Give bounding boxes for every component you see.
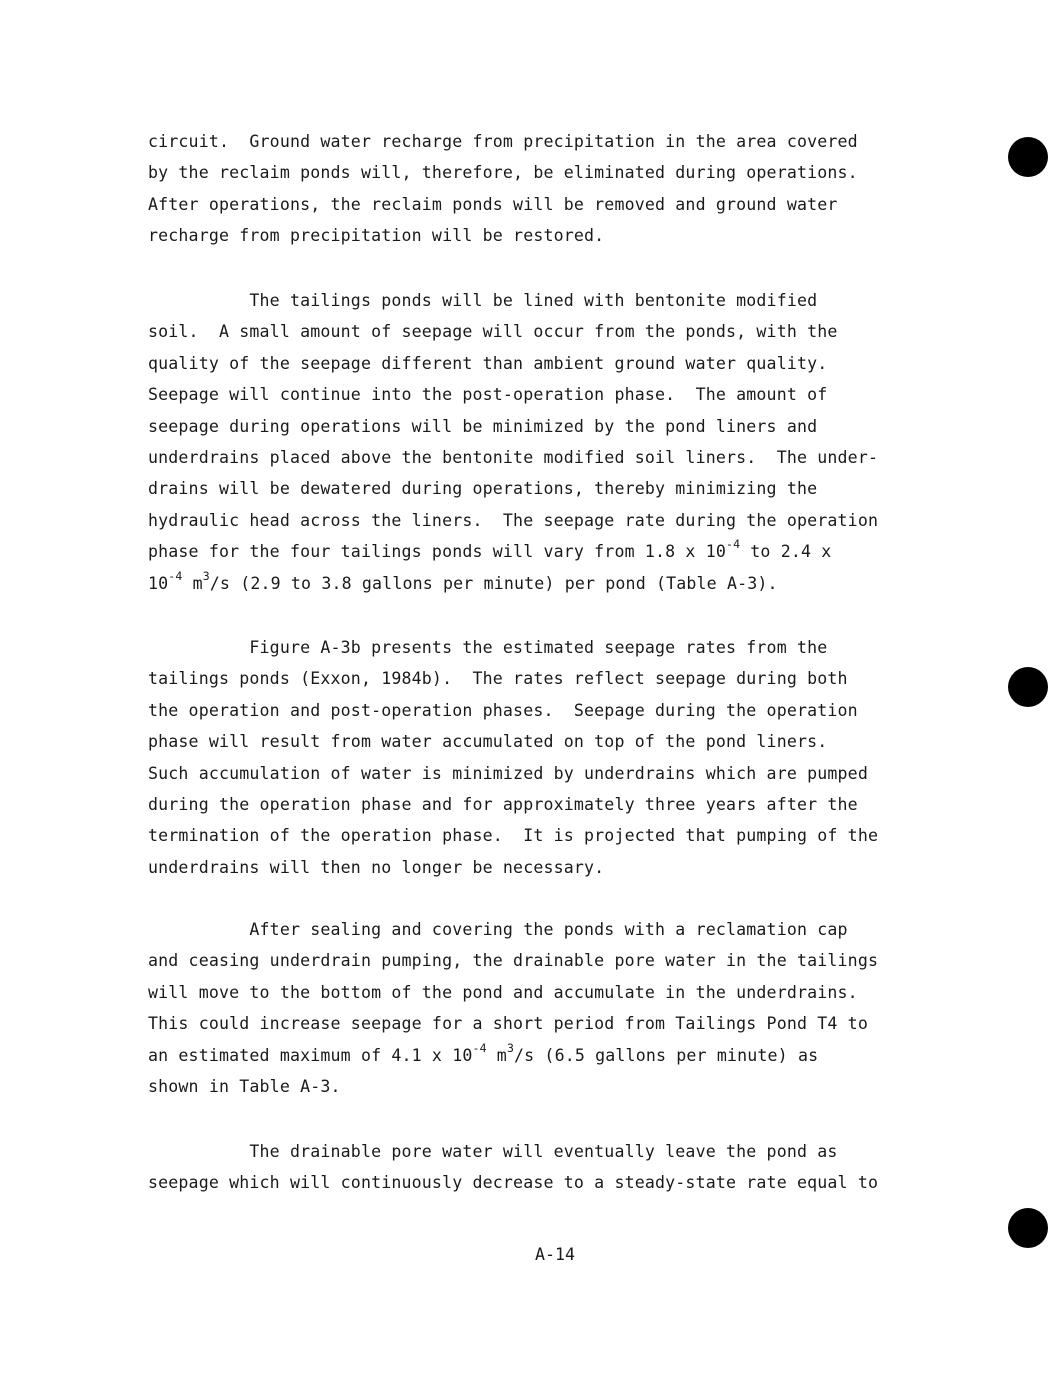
text-line: The tailings ponds will be lined with bentonite modified (148, 291, 818, 310)
text-line: the operation and post-operation phases. Seepage during the operation (148, 700, 858, 720)
text-line: underdrains will then no longer be necessary. (148, 857, 605, 877)
superscript-exponent: -4 (726, 537, 741, 552)
superscript-exponent: 3 (202, 568, 210, 583)
superscript-exponent: -4 (168, 568, 183, 583)
punch-hole-top (1008, 137, 1048, 177)
text-line: seepage during operations will be minimized by the pond liners and (148, 416, 818, 436)
text-line: during the operation phase and for approximately three years after the (148, 794, 858, 814)
text-line: soil. A small amount of seepage will occur from the ponds, with the (148, 322, 838, 342)
text-line: and ceasing underdrain pumping, the drainable pore water in the tailings (148, 951, 879, 971)
text-line: Seepage will continue into the post-operation phase. The amount of (148, 385, 828, 405)
text-line: phase will result from water accumulated on top of the pond liners. (148, 732, 828, 752)
punch-hole-bottom (1008, 1208, 1048, 1248)
text-line: recharge from precipitation will be restored. (148, 226, 605, 246)
paragraph-1 (148, 126, 928, 252)
text-line: drains will be dewatered during operations, thereby minimizing the (148, 479, 818, 499)
text-line: quality of the seepage different than ambient ground water quality. (148, 353, 828, 373)
paragraph-3 (148, 632, 928, 883)
text-line: by the reclaim ponds will, therefore, be eliminated during operations. (148, 163, 858, 183)
text-line: hydraulic head across the liners. The seepage rate during the operation (148, 510, 879, 530)
text-line: This could increase seepage for a short period from Tailings Pond T4 to (148, 1014, 868, 1034)
superscript-exponent: -4 (472, 1040, 487, 1055)
text-line: Such accumulation of water is minimized by underdrains which are pumped (148, 763, 868, 783)
text-line: termination of the operation phase. It is projected that pumping of the (148, 826, 879, 846)
text-line: tailings ponds (Exxon, 1984b). The rates reflect seepage during both (148, 669, 848, 689)
text-line: will move to the bottom of the pond and accumulate in the underdrains. (148, 982, 858, 1002)
text-line: phase for the four tailings ponds will vary from 1.8 x $10^{-4}$ to 2.4 x (148, 537, 832, 562)
punch-hole-middle (1008, 667, 1048, 707)
text-line: $10^{-4}$ $m^3/s$ (2.9 to 3.8 gallons per minute) per pond (Table A-3). (148, 568, 778, 593)
paragraph-5 (148, 1136, 928, 1199)
text-line: underdrains placed above the bentonite modified soil liners. The under- (148, 447, 879, 467)
text-line: seepage which will continuously decrease to a steady-state rate equal to (148, 1173, 879, 1193)
superscript-exponent: 3 (506, 1040, 515, 1055)
text-line: an estimated maximum of 4.1 x $10^{-4}$ $m^3/s$ (6.5 gallons per minute) as (148, 1040, 819, 1065)
page-number: A-14 (535, 1245, 575, 1264)
text-line: Figure A-3b presents the estimated seepage rates from the (148, 638, 828, 657)
text-line: shown in Table A-3. (148, 1076, 341, 1096)
text-line: After operations, the reclaim ponds will be removed and ground water (148, 194, 838, 214)
text-line: After sealing and covering the ponds with a reclamation cap (148, 920, 848, 939)
text-line: circuit. Ground water recharge from precipitation in the area covered (148, 132, 858, 151)
text-line: The drainable pore water will eventually leave the pond as (148, 1142, 838, 1161)
paragraph-2 (148, 285, 928, 599)
paragraph-4 (148, 914, 928, 1102)
